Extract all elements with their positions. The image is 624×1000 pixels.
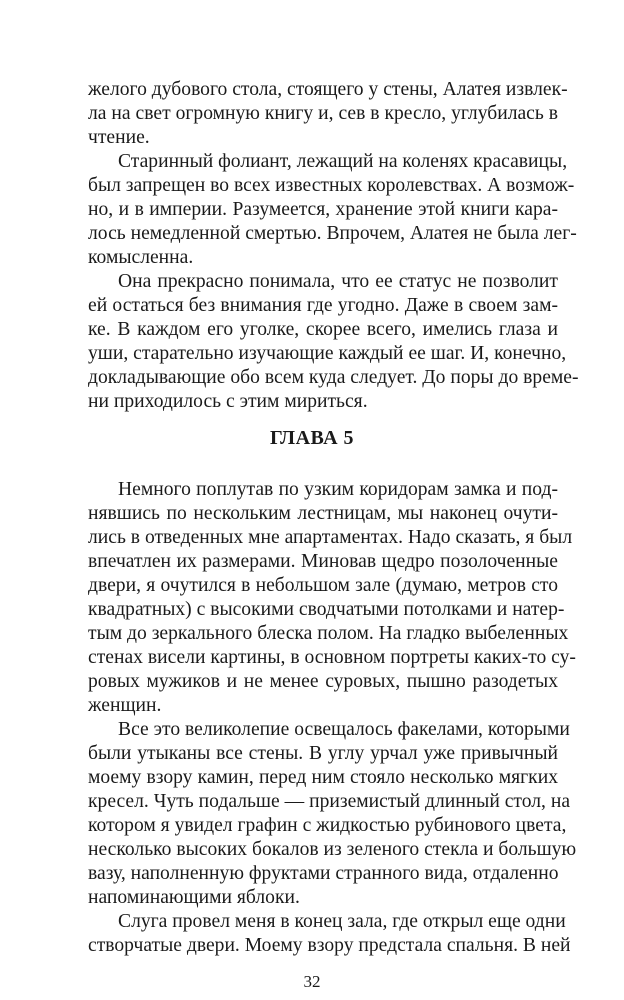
text-line: моему взору камин, перед ним стояло несколько мягких bbox=[88, 767, 558, 788]
text-line: докладывающие обо всем куда следует. До поры до време- bbox=[88, 367, 579, 388]
text-line: Все это великолепие освещалось факелами, которыми bbox=[118, 719, 570, 740]
text-line: нявшись по нескольким лестницам, мы наконец очути- bbox=[88, 503, 558, 524]
page-number: 32 bbox=[303, 972, 321, 991]
text-line: женщин. bbox=[88, 695, 162, 716]
text-line: тым до зеркального блеска полом. На гладко выбеленных bbox=[88, 623, 569, 644]
text-line: уши, старательно изучающие каждый ее шаг. И, конечно, bbox=[88, 343, 567, 364]
text-line: Она прекрасно понимала, что ее статус не позволит bbox=[118, 271, 558, 292]
text-line: комысленна. bbox=[88, 247, 194, 268]
text-line: котором я увидел графин с жидкостью рубинового цвета, bbox=[88, 815, 567, 836]
text-line: ке. В каждом его уголке, скорее всего, имелись глаза и bbox=[88, 319, 558, 340]
text-line: ровых мужиков и не менее суровых, пышно разодетых bbox=[88, 671, 558, 692]
text-line: Немного поплутав по узким коридорам замка и под- bbox=[118, 479, 558, 500]
text-line: ни приходилось с этим мириться. bbox=[88, 391, 368, 412]
text-line: двери, я очутился в небольшом зале (думаю, метров сто bbox=[88, 575, 558, 596]
text-line: вазу, наполненную фруктами странного вида, отдаленно bbox=[88, 863, 559, 884]
text-line: стенах висели картины, в основном портреты каких-то су- bbox=[88, 647, 576, 668]
text-line: Слуга провел меня в конец зала, где открыл еще одни bbox=[118, 911, 566, 932]
text-line: напоминающими яблоки. bbox=[88, 887, 300, 908]
text-line: несколько высоких бокалов из зеленого стекла и большую bbox=[88, 839, 577, 860]
text-line: чтение. bbox=[88, 127, 150, 148]
text-line: впечатлен их размерами. Миновав щедро позолоченные bbox=[88, 551, 558, 572]
text-line: но, и в империи. Разумеется, хранение этой книги кара- bbox=[88, 199, 558, 220]
text-line: был запрещен во всех известных королевствах. А возмож- bbox=[88, 175, 575, 196]
text-line: ла на свет огромную книгу и, сев в кресло, углубилась в bbox=[88, 103, 558, 124]
text-line: желого дубового стола, стоящего у стены, Алатея извлек- bbox=[88, 79, 568, 100]
text-line: ей остаться без внимания где угодно. Даже в своем зам- bbox=[88, 295, 558, 316]
text-line: кресел. Чуть подальше — приземистый длинный стол, на bbox=[88, 791, 571, 812]
text-line: квадратных) с высокими сводчатыми потолками и натер- bbox=[88, 599, 565, 620]
text-line: створчатые двери. Моему взору предстала спальня. В ней bbox=[88, 935, 571, 956]
text-line: были утыканы все стены. В углу урчал уже привычный bbox=[88, 743, 558, 764]
text-line: лось немедленной смертью. Впрочем, Алатея не была лег- bbox=[88, 223, 577, 244]
chapter-title: ГЛАВА 5 bbox=[269, 427, 355, 449]
text-line: Старинный фолиант, лежащий на коленях красавицы, bbox=[118, 151, 568, 172]
text-line: лись в отведенных мне апартаментах. Надо сказать, я был bbox=[88, 527, 573, 548]
